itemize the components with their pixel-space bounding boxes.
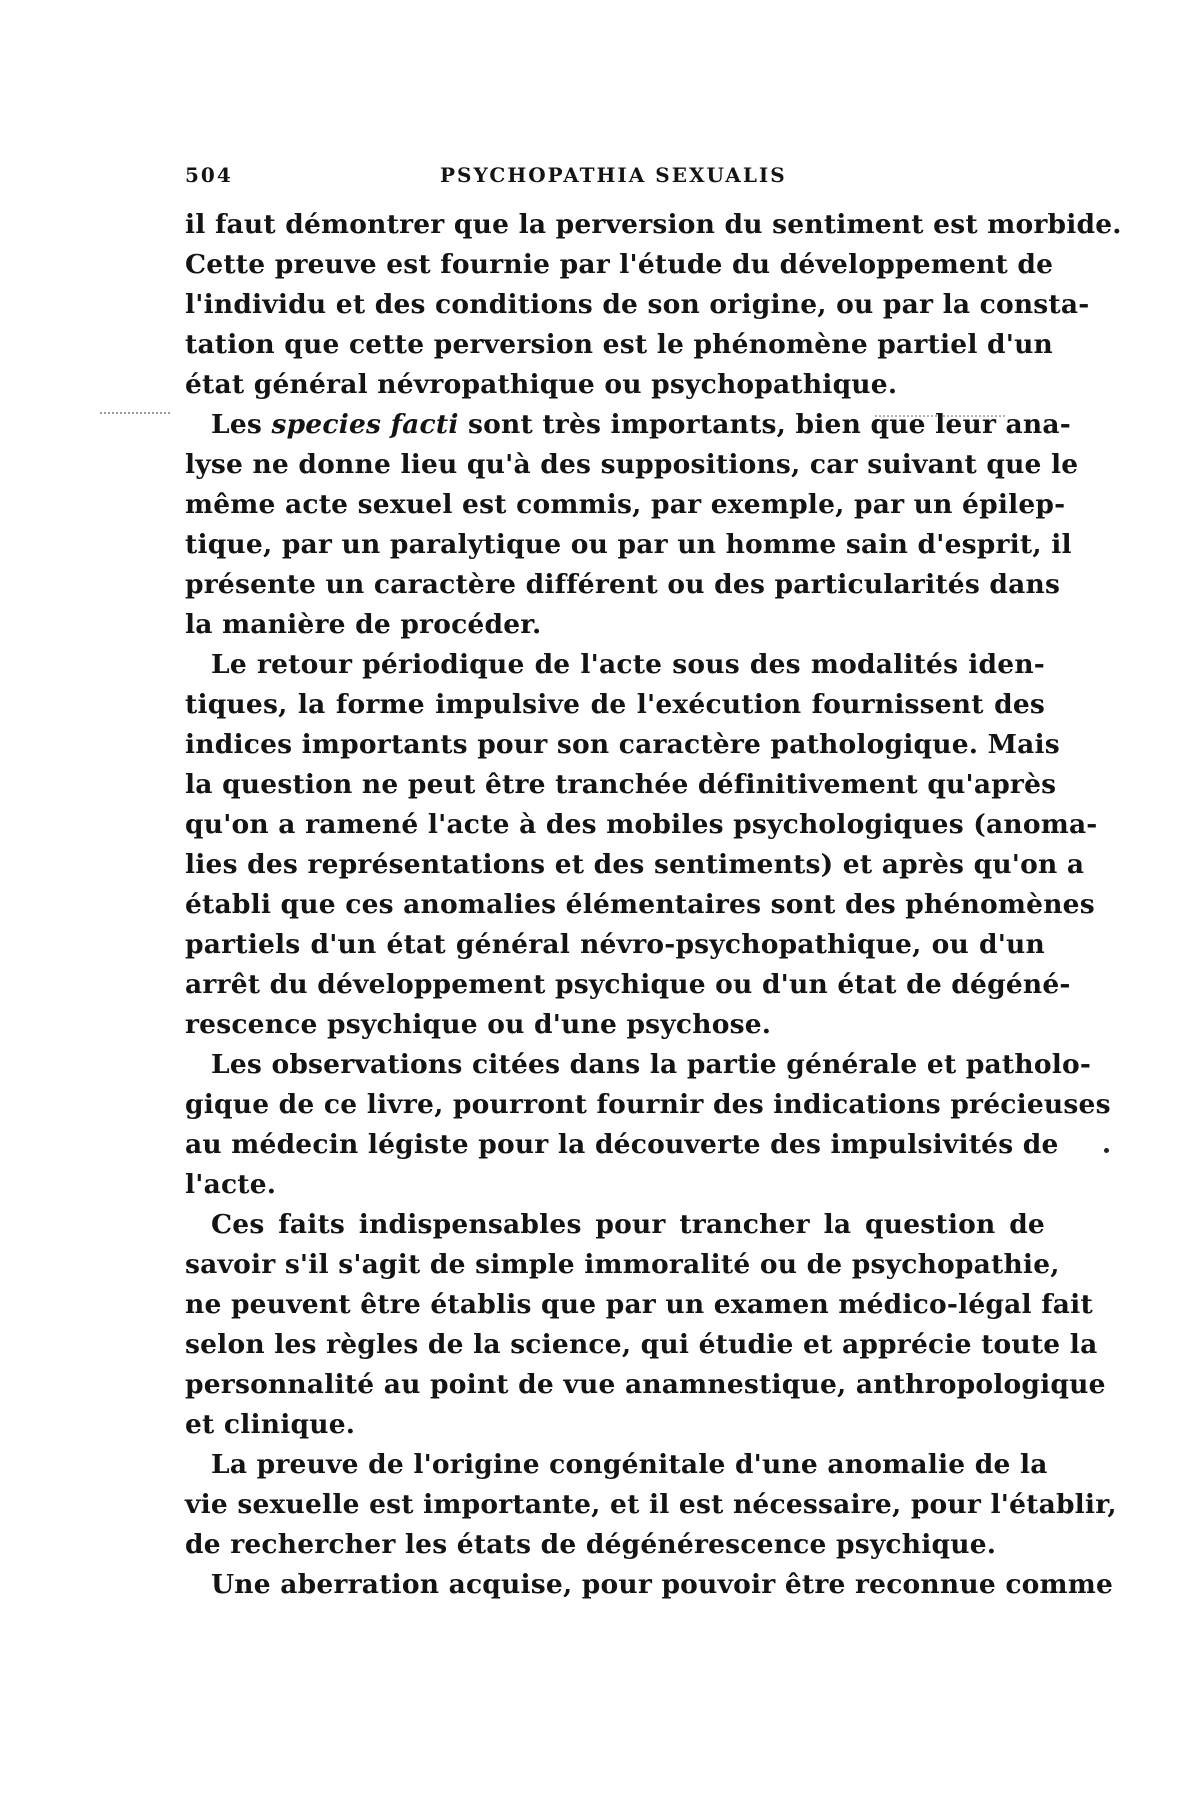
text-line: Cette preuve est fournie par l'étude du développement de — [185, 249, 1054, 280]
text-line: au médecin légiste pour la découverte des impulsivités de — [185, 1129, 1059, 1160]
text-line: lyse ne donne lieu qu'à des suppositions, car suivant que le — [185, 449, 1079, 480]
italic-phrase: species facti — [271, 409, 459, 440]
text-line: partiels d'un état général névro-psychopathique, ou d'un — [185, 929, 1045, 960]
text-line: lies des représentations et des sentiments) et après qu'on a — [185, 849, 1085, 880]
text-line: indices importants pour son caractère pathologique. Mais — [185, 729, 1060, 760]
text-line: Une aberration acquise, pour pouvoir être reconnue comme — [211, 1569, 1114, 1600]
text-line: établi que ces anomalies élémentaires sont des phénomènes — [185, 889, 1095, 920]
page-number: 504 — [185, 163, 233, 187]
text-line: ne peuvent être établis que par un examen médico-légal fait — [185, 1289, 1093, 1320]
text-line: il faut démontrer que la perversion du sentiment est morbide. — [185, 209, 1122, 240]
text-line: vie sexuelle est importante, et il est nécessaire, pour l'établir, — [185, 1489, 1117, 1520]
text-line: la manière de procéder. — [185, 609, 542, 640]
text-line: selon les règles de la science, qui étudie et apprécie toute la — [185, 1329, 1098, 1360]
text-line: état général névropathique ou psychopathique. — [185, 369, 898, 400]
body-text — [185, 205, 1122, 1605]
text-line: présente un caractère différent ou des particularités dans — [185, 569, 1061, 600]
margin-dots-left — [100, 412, 170, 416]
text-line: arrêt du développement psychique ou d'un état de dégéné- — [185, 969, 1071, 1000]
text-line: même acte sexuel est commis, par exemple, par un épilep- — [185, 489, 1066, 520]
text-line: tiques, la forme impulsive de l'exécution fournissent des — [185, 689, 1045, 720]
text-line: Les observations citées dans la partie générale et patholo- — [211, 1049, 1092, 1080]
text-line: personnalité au point de vue anamnestique, anthropologique — [185, 1369, 1106, 1400]
text-line: Les species facti sont très importants, bien que leur ana- — [211, 409, 1071, 440]
text-line: la question ne peut être tranchée définitivement qu'après — [185, 769, 1057, 800]
text-line: rescence psychique ou d'une psychose. — [185, 1009, 772, 1040]
text-line: l'acte. — [185, 1169, 277, 1200]
text-line: gique de ce livre, pourront fournir des indications précieuses — [185, 1089, 1111, 1120]
text-line: tation que cette perversion est le phénomène partiel d'un — [185, 329, 1054, 360]
text-line: l'individu et des conditions de son origine, ou par la consta- — [185, 289, 1090, 320]
text-line: Ces faits indispensables pour trancher la question de — [211, 1209, 1045, 1240]
text-line: qu'on a ramené l'acte à des mobiles psychologiques (anoma- — [185, 809, 1098, 840]
text-line: tique, par un paralytique ou par un homme sain d'esprit, il — [185, 529, 1072, 560]
text-line: savoir s'il s'agit de simple immoralité ou de psychopathie, — [185, 1249, 1060, 1280]
text-line: La preuve de l'origine congénitale d'une anomalie de la — [211, 1449, 1048, 1480]
text-line: de rechercher les états de dégénérescence psychique. — [185, 1529, 997, 1560]
text-line: et clinique. — [185, 1409, 356, 1440]
text-line: Le retour périodique de l'acte sous des modalités iden- — [211, 649, 1045, 680]
running-head — [185, 163, 1015, 193]
running-title: PSYCHOPATHIA SEXUALIS — [440, 163, 787, 187]
ink-speck — [1104, 1148, 1109, 1153]
